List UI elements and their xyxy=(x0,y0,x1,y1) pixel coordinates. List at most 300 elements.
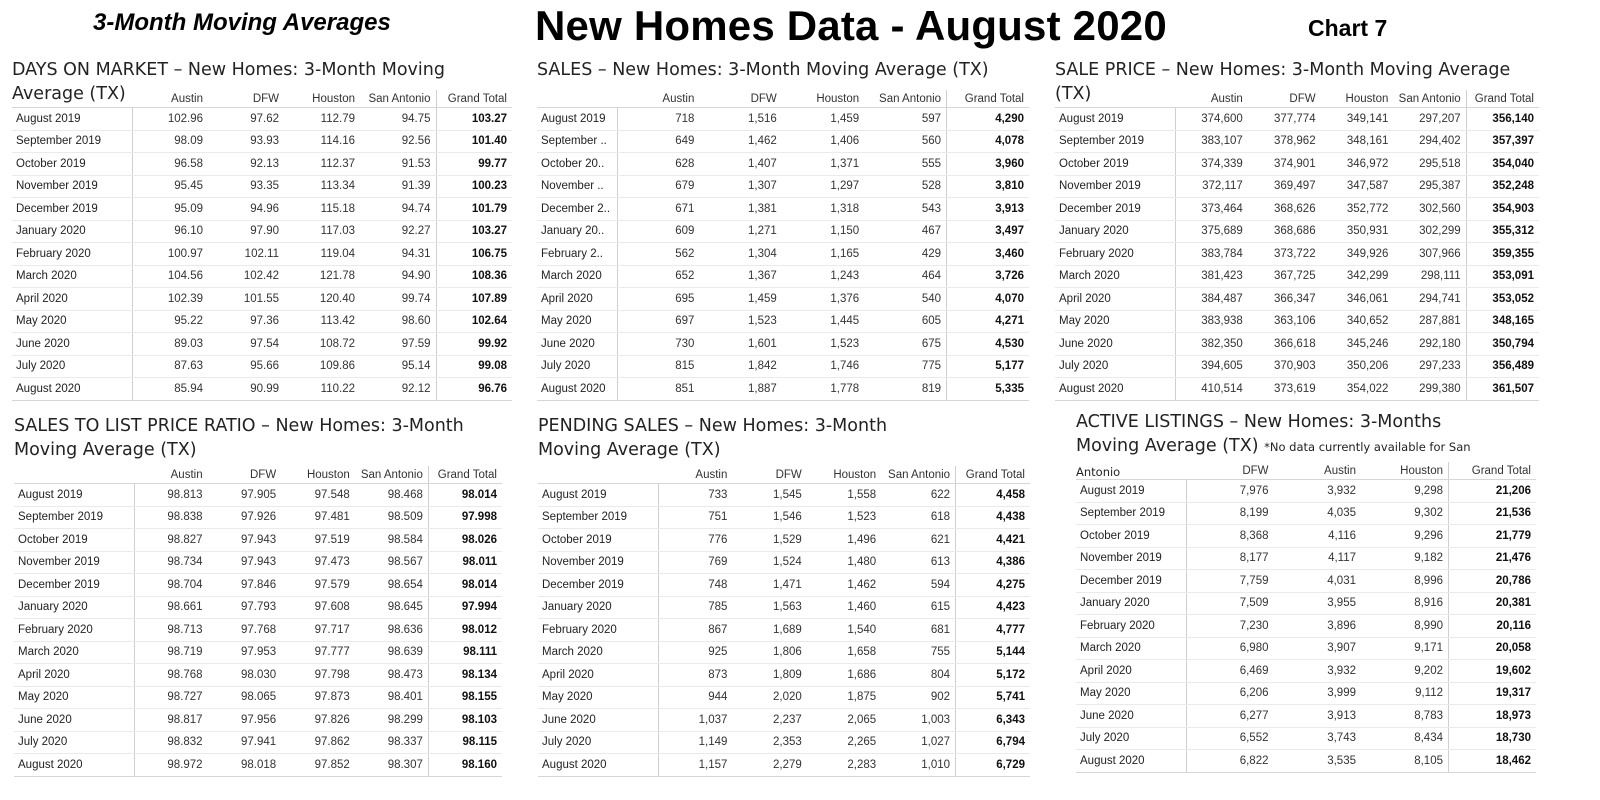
table-cell: 381,423 xyxy=(1175,265,1248,288)
table-cell: 1,540 xyxy=(807,619,881,642)
table-cell: 6,822 xyxy=(1186,750,1274,773)
table-row xyxy=(1055,243,1539,266)
row-label: February 2020 xyxy=(538,619,658,642)
table-row xyxy=(1055,108,1539,131)
table-cell: 348,161 xyxy=(1321,130,1394,153)
table-cell: 85.94 xyxy=(132,378,208,401)
corner-cell xyxy=(537,90,617,108)
table-cell: 98.018 xyxy=(208,754,282,777)
table-cell: 733 xyxy=(658,484,732,507)
table-cell: 121.78 xyxy=(284,265,360,288)
table-cell: 307,966 xyxy=(1393,243,1466,266)
table-cell: 540 xyxy=(864,288,946,311)
table-cell: 102.42 xyxy=(208,265,284,288)
row-label: August 2020 xyxy=(12,378,132,401)
row-label: September 2019 xyxy=(12,130,132,153)
row-label: April 2020 xyxy=(537,288,617,311)
table-cell: 873 xyxy=(658,664,732,687)
table-row xyxy=(1055,198,1539,221)
table-cell: 7,509 xyxy=(1186,592,1274,615)
table-cell: 562 xyxy=(617,243,699,266)
table-cell: 347,587 xyxy=(1321,175,1394,198)
table-cell: 819 xyxy=(864,378,946,401)
table-cell: 594 xyxy=(881,574,955,597)
panel-title xyxy=(537,58,1029,90)
table-cell: 8,368 xyxy=(1186,525,1274,548)
table-cell: 528 xyxy=(864,175,946,198)
grand-total-cell: 356,140 xyxy=(1466,108,1539,131)
panel-title-text: PENDING SALES – New Homes: 3-Month Moving Average (TX) xyxy=(538,416,888,460)
table-cell: 1,027 xyxy=(881,731,955,754)
table-cell: 1,558 xyxy=(807,484,881,507)
table-cell: 3,743 xyxy=(1274,727,1362,750)
table-cell: 3,955 xyxy=(1274,592,1362,615)
row-label: February 2020 xyxy=(1055,243,1175,266)
row-label: February 2020 xyxy=(14,619,134,642)
row-label: June 2020 xyxy=(537,333,617,356)
row-label: March 2020 xyxy=(12,265,132,288)
subtitle-left: 3-Month Moving Averages xyxy=(93,9,391,36)
table-cell: 102.11 xyxy=(208,243,284,266)
table-cell: 730 xyxy=(617,333,699,356)
table-cell: 394,605 xyxy=(1175,355,1248,378)
table-cell: 97.953 xyxy=(208,641,282,664)
grand-total-cell: 3,726 xyxy=(947,265,1029,288)
table-cell: 1,471 xyxy=(732,574,806,597)
table-row xyxy=(1055,310,1539,333)
table-cell: 112.79 xyxy=(284,108,360,131)
chart-number: Chart 7 xyxy=(1308,15,1388,41)
table-cell: 2,020 xyxy=(732,686,806,709)
row-label: September .. xyxy=(537,130,617,153)
table-cell: 6,980 xyxy=(1186,637,1274,660)
data-table xyxy=(14,466,502,777)
table-row xyxy=(538,551,1030,574)
grand-total-cell: 18,973 xyxy=(1449,705,1537,728)
table-cell: 97.943 xyxy=(208,529,282,552)
table-cell: 1,516 xyxy=(699,108,781,131)
grand-total-cell: 98.111 xyxy=(428,641,502,664)
column-header: Austin xyxy=(132,90,208,108)
column-header: Austin xyxy=(617,90,699,108)
table-cell: 8,990 xyxy=(1361,615,1449,638)
row-label: November 2019 xyxy=(1055,175,1175,198)
table-cell: 1,367 xyxy=(699,265,781,288)
table-row xyxy=(1076,660,1536,683)
row-label: April 2020 xyxy=(1076,660,1186,683)
table-cell: 1,460 xyxy=(807,596,881,619)
column-header: Houston xyxy=(281,466,355,484)
table-cell: 382,350 xyxy=(1175,333,1248,356)
table-cell: 113.42 xyxy=(284,310,360,333)
table-cell: 92.56 xyxy=(360,130,436,153)
table-cell: 369,497 xyxy=(1248,175,1321,198)
header-row xyxy=(1076,462,1536,480)
grand-total-cell: 20,116 xyxy=(1449,615,1537,638)
column-header: San Antonio xyxy=(355,466,429,484)
table-row xyxy=(1076,525,1536,548)
row-label: July 2020 xyxy=(14,731,134,754)
table-cell: 1,318 xyxy=(782,198,864,221)
table-cell: 352,772 xyxy=(1321,198,1394,221)
table-cell: 1,546 xyxy=(732,506,806,529)
table-row xyxy=(1055,130,1539,153)
table-cell: 925 xyxy=(658,641,732,664)
row-label: November 2019 xyxy=(538,551,658,574)
table-cell: 675 xyxy=(864,333,946,356)
table-cell: 1,462 xyxy=(699,130,781,153)
row-label: September 2019 xyxy=(1055,130,1175,153)
table-cell: 1,243 xyxy=(782,265,864,288)
table-cell: 120.40 xyxy=(284,288,360,311)
table-cell: 97.768 xyxy=(208,619,282,642)
table-cell: 776 xyxy=(658,529,732,552)
table-cell: 1,523 xyxy=(807,506,881,529)
table-cell: 97.793 xyxy=(208,596,282,619)
table-cell: 775 xyxy=(864,355,946,378)
table-cell: 97.777 xyxy=(281,641,355,664)
table-cell: 1,778 xyxy=(782,378,864,401)
column-header: Houston xyxy=(284,90,360,108)
table-row xyxy=(538,641,1030,664)
grand-total-cell: 350,794 xyxy=(1466,333,1539,356)
table-cell: 3,535 xyxy=(1274,750,1362,773)
table-cell: 297,233 xyxy=(1393,355,1466,378)
table-cell: 748 xyxy=(658,574,732,597)
table-row xyxy=(12,310,512,333)
table-cell: 2,265 xyxy=(807,731,881,754)
row-label: February 2020 xyxy=(1076,615,1186,638)
column-header: Austin xyxy=(1175,90,1248,108)
row-label: August 2020 xyxy=(14,754,134,777)
table-cell: 6,206 xyxy=(1186,682,1274,705)
table-cell: 98.827 xyxy=(134,529,208,552)
table-cell: 302,560 xyxy=(1393,198,1466,221)
grand-total-cell: 6,343 xyxy=(956,709,1030,732)
table-cell: 374,600 xyxy=(1175,108,1248,131)
row-label: July 2020 xyxy=(1055,355,1175,378)
row-label: September 2019 xyxy=(14,506,134,529)
table-row xyxy=(537,243,1029,266)
grand-total-cell: 353,091 xyxy=(1466,265,1539,288)
row-label: August 2019 xyxy=(537,108,617,131)
grand-total-cell: 96.76 xyxy=(436,378,512,401)
table-cell: 98.713 xyxy=(134,619,208,642)
grand-total-cell: 99.77 xyxy=(436,153,512,176)
row-label: December 2019 xyxy=(14,574,134,597)
table-cell: 374,339 xyxy=(1175,153,1248,176)
grand-total-cell: 356,489 xyxy=(1466,355,1539,378)
column-header: Grand Total xyxy=(956,466,1030,484)
table-cell: 295,387 xyxy=(1393,175,1466,198)
row-label: November 2019 xyxy=(12,175,132,198)
table-row xyxy=(538,529,1030,552)
table-cell: 671 xyxy=(617,198,699,221)
table-cell: 92.12 xyxy=(360,378,436,401)
table-cell: 98.473 xyxy=(355,664,429,687)
grand-total-cell: 4,438 xyxy=(956,506,1030,529)
header-row xyxy=(537,90,1029,108)
row-label: April 2020 xyxy=(1055,288,1175,311)
table-cell: 373,722 xyxy=(1248,243,1321,266)
table-cell: 815 xyxy=(617,355,699,378)
table-cell: 1,459 xyxy=(699,288,781,311)
row-label: January 2020 xyxy=(1076,592,1186,615)
table-cell: 8,996 xyxy=(1361,570,1449,593)
grand-total-cell: 97.998 xyxy=(428,506,502,529)
table-cell: 2,353 xyxy=(732,731,806,754)
table-cell: 2,237 xyxy=(732,709,806,732)
table-cell: 1,887 xyxy=(699,378,781,401)
table-cell: 98.832 xyxy=(134,731,208,754)
table-cell: 605 xyxy=(864,310,946,333)
table-cell: 92.13 xyxy=(208,153,284,176)
table-cell: 1,529 xyxy=(732,529,806,552)
table-cell: 718 xyxy=(617,108,699,131)
table-row xyxy=(14,754,502,777)
row-label: May 2020 xyxy=(14,686,134,709)
grand-total-cell: 20,058 xyxy=(1449,637,1537,660)
row-label: October 2019 xyxy=(1055,153,1175,176)
table-cell: 8,434 xyxy=(1361,727,1449,750)
table-cell: 98.639 xyxy=(355,641,429,664)
table-cell: 378,962 xyxy=(1248,130,1321,153)
table-row xyxy=(537,220,1029,243)
row-label: August 2020 xyxy=(1076,750,1186,773)
grand-total-cell: 3,497 xyxy=(947,220,1029,243)
table-row xyxy=(14,551,502,574)
table-cell: 2,065 xyxy=(807,709,881,732)
grand-total-cell: 108.36 xyxy=(436,265,512,288)
table-cell: 95.45 xyxy=(132,175,208,198)
table-cell: 102.39 xyxy=(132,288,208,311)
table-cell: 98.636 xyxy=(355,619,429,642)
table-cell: 1,563 xyxy=(732,596,806,619)
table-row xyxy=(1076,592,1536,615)
column-header: San Antonio xyxy=(881,466,955,484)
row-label: June 2020 xyxy=(12,333,132,356)
table-row xyxy=(537,175,1029,198)
table-cell: 613 xyxy=(881,551,955,574)
table-cell: 97.579 xyxy=(281,574,355,597)
grand-total-cell: 97.994 xyxy=(428,596,502,619)
table-cell: 1,523 xyxy=(782,333,864,356)
table-cell: 3,913 xyxy=(1274,705,1362,728)
grand-total-cell: 6,729 xyxy=(956,754,1030,777)
table-cell: 7,230 xyxy=(1186,615,1274,638)
table-cell: 299,380 xyxy=(1393,378,1466,401)
table-cell: 2,279 xyxy=(732,754,806,777)
table-cell: 383,938 xyxy=(1175,310,1248,333)
row-label: June 2020 xyxy=(538,709,658,732)
table-cell: 615 xyxy=(881,596,955,619)
grand-total-cell: 4,458 xyxy=(956,484,1030,507)
row-label: August 2019 xyxy=(1055,108,1175,131)
table-cell: 97.943 xyxy=(208,551,282,574)
table-row xyxy=(12,243,512,266)
grand-total-cell: 3,810 xyxy=(947,175,1029,198)
row-label: March 2020 xyxy=(538,641,658,664)
table-cell: 7,976 xyxy=(1186,480,1274,503)
table-cell: 785 xyxy=(658,596,732,619)
table-row xyxy=(1076,682,1536,705)
table-cell: 3,907 xyxy=(1274,637,1362,660)
table-cell: 679 xyxy=(617,175,699,198)
panel-days-on-market xyxy=(12,58,512,401)
row-label: March 2020 xyxy=(14,641,134,664)
table-row xyxy=(1076,570,1536,593)
table-row xyxy=(1055,355,1539,378)
table-cell: 804 xyxy=(881,664,955,687)
data-table xyxy=(537,90,1029,401)
table-cell: 681 xyxy=(881,619,955,642)
table-cell: 115.18 xyxy=(284,198,360,221)
table-cell: 8,916 xyxy=(1361,592,1449,615)
table-cell: 384,487 xyxy=(1175,288,1248,311)
row-label: November 2019 xyxy=(14,551,134,574)
table-cell: 851 xyxy=(617,378,699,401)
table-cell: 1,406 xyxy=(782,130,864,153)
table-cell: 346,061 xyxy=(1321,288,1394,311)
table-row xyxy=(1076,480,1536,503)
grand-total-cell: 101.79 xyxy=(436,198,512,221)
row-label: July 2020 xyxy=(12,355,132,378)
table-cell: 1,658 xyxy=(807,641,881,664)
table-cell: 98.065 xyxy=(208,686,282,709)
row-label: May 2020 xyxy=(12,310,132,333)
table-cell: 1,523 xyxy=(699,310,781,333)
table-cell: 1,601 xyxy=(699,333,781,356)
grand-total-cell: 4,421 xyxy=(956,529,1030,552)
table-cell: 1,003 xyxy=(881,709,955,732)
column-header: DFW xyxy=(699,90,781,108)
table-cell: 1,496 xyxy=(807,529,881,552)
column-header: Austin xyxy=(658,466,732,484)
table-row xyxy=(537,310,1029,333)
grand-total-cell: 98.134 xyxy=(428,664,502,687)
table-cell: 295,518 xyxy=(1393,153,1466,176)
row-label: February 2020 xyxy=(12,243,132,266)
table-cell: 97.941 xyxy=(208,731,282,754)
table-cell: 867 xyxy=(658,619,732,642)
table-cell: 6,469 xyxy=(1186,660,1274,683)
table-cell: 98.838 xyxy=(134,506,208,529)
panel-note: *No data currently available for San Antonio xyxy=(1076,440,1471,479)
table-cell: 89.03 xyxy=(132,333,208,356)
row-label: July 2020 xyxy=(1076,727,1186,750)
table-cell: 110.22 xyxy=(284,378,360,401)
table-cell: 294,741 xyxy=(1393,288,1466,311)
table-cell: 1,149 xyxy=(658,731,732,754)
table-cell: 97.473 xyxy=(281,551,355,574)
table-cell: 97.798 xyxy=(281,664,355,687)
row-label: August 2019 xyxy=(1076,480,1186,503)
column-header: Houston xyxy=(1361,462,1449,480)
table-cell: 8,105 xyxy=(1361,750,1449,773)
row-label: August 2019 xyxy=(12,108,132,131)
table-row xyxy=(1055,220,1539,243)
grand-total-cell: 353,052 xyxy=(1466,288,1539,311)
table-cell: 97.36 xyxy=(208,310,284,333)
grand-total-cell: 4,275 xyxy=(956,574,1030,597)
table-cell: 117.03 xyxy=(284,220,360,243)
table-row xyxy=(12,108,512,131)
panel-title-text: SALE PRICE – New Homes: 3-Month Moving Average (TX) xyxy=(1055,60,1511,104)
panel-active-listings xyxy=(1076,410,1536,773)
table-row xyxy=(14,619,502,642)
table-cell: 560 xyxy=(864,130,946,153)
table-cell: 98.509 xyxy=(355,506,429,529)
table-cell: 377,774 xyxy=(1248,108,1321,131)
grand-total-cell: 102.64 xyxy=(436,310,512,333)
table-row xyxy=(1076,502,1536,525)
grand-total-cell: 354,040 xyxy=(1466,153,1539,176)
column-header: San Antonio xyxy=(864,90,946,108)
table-cell: 1,459 xyxy=(782,108,864,131)
table-cell: 97.873 xyxy=(281,686,355,709)
grand-total-cell: 354,903 xyxy=(1466,198,1539,221)
data-table xyxy=(538,466,1030,777)
grand-total-cell: 359,355 xyxy=(1466,243,1539,266)
corner-cell xyxy=(14,466,134,484)
grand-total-cell: 355,312 xyxy=(1466,220,1539,243)
column-header: DFW xyxy=(208,466,282,484)
row-label: February 2.. xyxy=(537,243,617,266)
table-cell: 373,464 xyxy=(1175,198,1248,221)
table-cell: 98.401 xyxy=(355,686,429,709)
table-cell: 2,283 xyxy=(807,754,881,777)
table-row xyxy=(1055,288,1539,311)
table-cell: 98.60 xyxy=(360,310,436,333)
table-row xyxy=(538,709,1030,732)
table-cell: 1,307 xyxy=(699,175,781,198)
table-row xyxy=(14,686,502,709)
table-cell: 104.56 xyxy=(132,265,208,288)
column-header: Grand Total xyxy=(1449,462,1537,480)
grand-total-cell: 5,172 xyxy=(956,664,1030,687)
table-row xyxy=(14,574,502,597)
row-label: August 2020 xyxy=(538,754,658,777)
table-row xyxy=(537,198,1029,221)
table-row xyxy=(12,288,512,311)
table-cell: 96.58 xyxy=(132,153,208,176)
table-cell: 368,626 xyxy=(1248,198,1321,221)
table-cell: 350,931 xyxy=(1321,220,1394,243)
table-row xyxy=(12,355,512,378)
table-cell: 94.74 xyxy=(360,198,436,221)
table-cell: 8,177 xyxy=(1186,547,1274,570)
table-cell: 6,552 xyxy=(1186,727,1274,750)
grand-total-cell: 98.014 xyxy=(428,484,502,507)
table-cell: 340,652 xyxy=(1321,310,1394,333)
table-cell: 1,875 xyxy=(807,686,881,709)
table-cell: 98.704 xyxy=(134,574,208,597)
table-cell: 383,107 xyxy=(1175,130,1248,153)
table-cell: 7,759 xyxy=(1186,570,1274,593)
table-cell: 97.905 xyxy=(208,484,282,507)
grand-total-cell: 20,786 xyxy=(1449,570,1537,593)
table-cell: 98.972 xyxy=(134,754,208,777)
grand-total-cell: 103.27 xyxy=(436,108,512,131)
table-cell: 87.63 xyxy=(132,355,208,378)
row-label: August 2019 xyxy=(14,484,134,507)
table-cell: 95.66 xyxy=(208,355,284,378)
table-cell: 609 xyxy=(617,220,699,243)
table-cell: 8,199 xyxy=(1186,502,1274,525)
table-row xyxy=(537,108,1029,131)
table-cell: 98.584 xyxy=(355,529,429,552)
table-cell: 114.16 xyxy=(284,130,360,153)
